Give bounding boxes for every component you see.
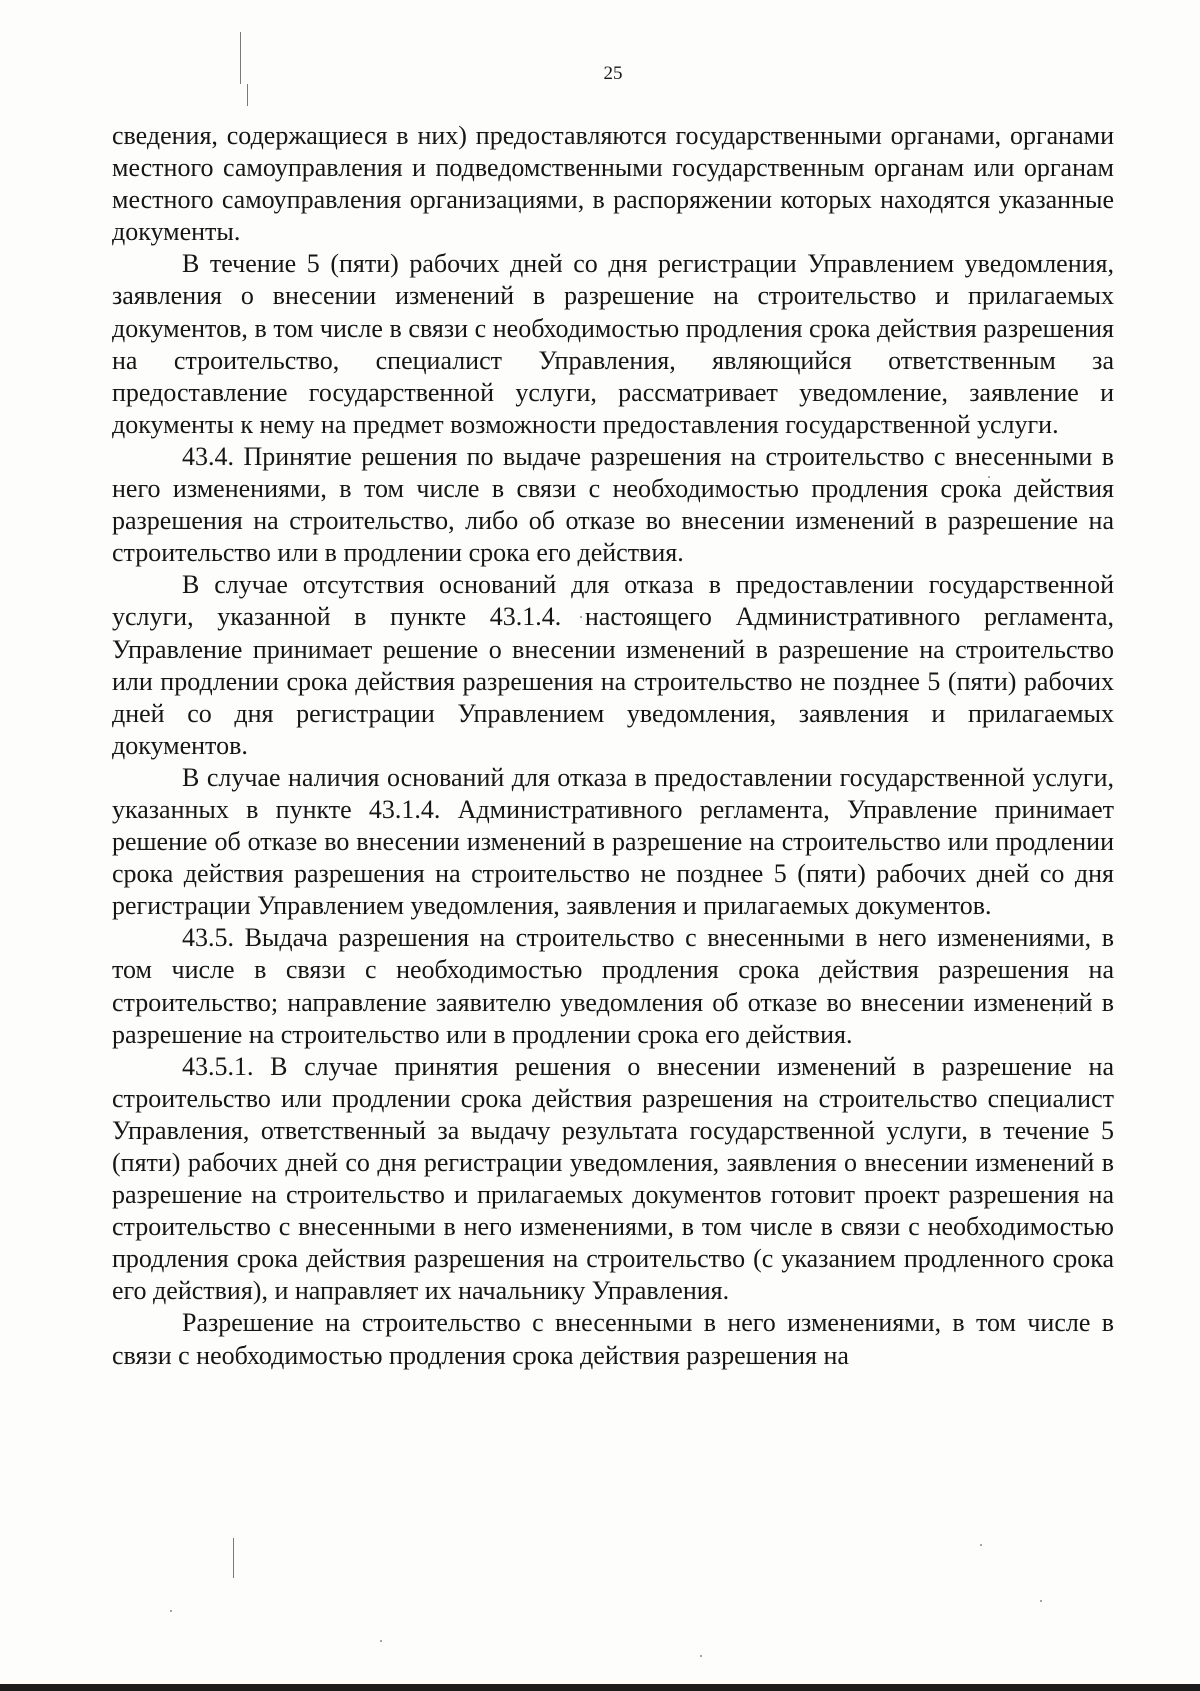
paragraph: 43.5. Выдача разрешения на строительство с внесенными в него изменениями, в том числе в связи с необходимостью продления срока действия разрешения на строительство; направление заявителю уведомления об отказе во внесении изменений в разрешение на строительство или в продлении срока его действия.: [112, 923, 1114, 1049]
paragraph: В случае наличия оснований для отказа в предоставлении государственной услуги, указанных в пункте 43.1.4. Административного регламента, Управление принимает решение об отказе во внесении изменений в разрешение на строительство или продлении срока действия разрешения на строительство не позднее 5 (пяти) рабочих дней со дня регистрации Управлением уведомления, заявления и прилагаемых документов.: [112, 762, 1114, 921]
scan-speck: [980, 1544, 982, 1546]
paragraph: сведения, содержащиеся в них) предоставляются государственными органами, органами местного самоуправления и подведомственными государственным органам или органам местного самоуправления организациями, в распоряжении которых находятся указанные документы.: [112, 121, 1114, 247]
paragraph: Разрешение на строительство с внесенными в него изменениями, в том числе в связи с необходимостью продления срока действия разрешения на: [112, 1308, 1114, 1370]
paragraph: В течение 5 (пяти) рабочих дней со дня регистрации Управлением уведомления, заявления о внесении изменений в разрешение на строительство и прилагаемых документов, в том числе в связи с необходимостью продления срока действия разрешения на строительство, специалист Управления, являющийся ответственным за предоставление государственной услуги, рассматривает уведомление, заявление и документы к нему на предмет возможности предоставления государственной услуги.: [112, 249, 1114, 439]
page-number: 25: [603, 63, 623, 84]
scan-mark: [233, 1538, 234, 1578]
scan-speck: [170, 1610, 172, 1612]
scan-mark: [247, 84, 248, 106]
paragraph: В случае отсутствия оснований для отказа в предоставлении государственной услуги, указанной в пункте 43.1.4. настоящего Административного регламента, Управление принимает решение о внесении изменений в разрешение на строительство или продлении срока действия разрешения на строительство не позднее 5 (пяти) рабочих дней со дня регистрации Управлением уведомления, заявления и прилагаемых документов.: [112, 570, 1114, 760]
scan-speck: [380, 1640, 382, 1642]
scan-speck: [700, 1655, 702, 1657]
paragraph: 43.4. Принятие решения по выдаче разрешения на строительство с внесенными в него изменениями, в том числе в связи с необходимостью продления срока действия разрешения на строительство, либо об отказе во внесении изменений в разрешение на строительство или в продлении срока его действия.: [112, 441, 1114, 568]
scan-bottom-edge: [0, 1684, 1200, 1691]
paragraph: 43.5.1. В случае принятия решения о внесении изменений в разрешение на строительство или продлении срока действия разрешения на строительство специалист Управления, ответственный за выдачу результата государственной услуги, в течение 5 (пяти) рабочих дней со дня регистрации уведомления, заявления о внесении изменений в разрешение на строительство и прилагаемых документов готовит проект разрешения на строительство с внесенными в него изменениями, в том числе в связи с необходимостью продления срока действия разрешения на строительство (с указанием продленного срока его действия), и направляет их начальнику Управления.: [112, 1051, 1114, 1306]
document-body: [112, 120, 1114, 1372]
scan-speck: [1040, 1600, 1042, 1602]
